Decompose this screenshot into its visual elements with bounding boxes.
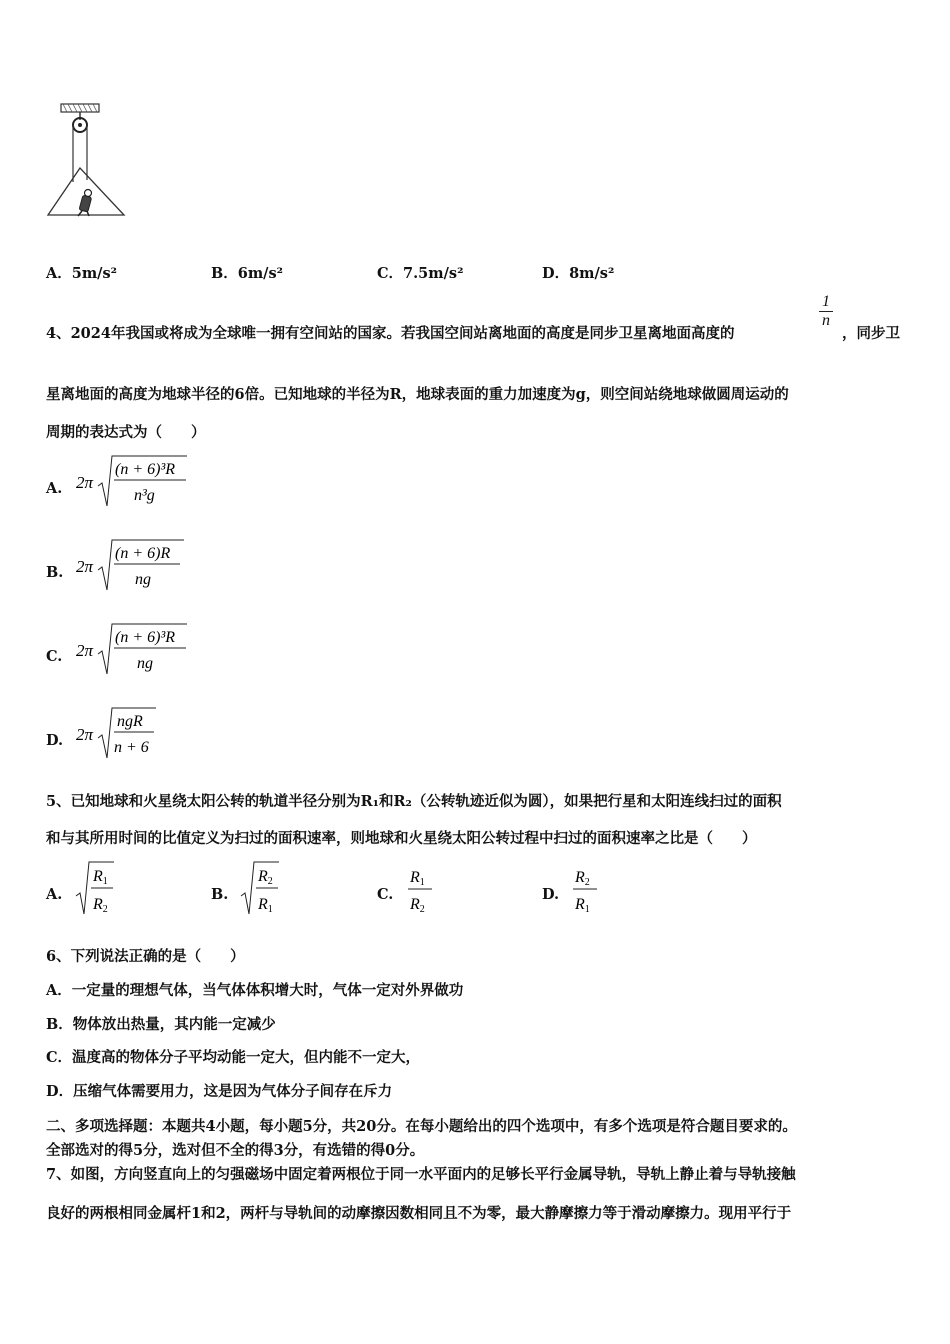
person-figure (78, 190, 92, 217)
q5-stem-line1: 5、已知地球和火星绕太阳公转的轨道半径分别为R₁和R₂（公转轨迹近似为圆），如果把行星和太阳连线扫过的面积 (46, 793, 782, 810)
q4-a-num: (n + 6)³R (115, 461, 176, 478)
q4-d-num: ngR (117, 713, 143, 730)
q5-option-a-formula (74, 858, 124, 918)
q5-option-b-label: B. (211, 886, 229, 903)
q4-option-c-formula (74, 618, 194, 678)
q4-option-a-formula (74, 450, 194, 510)
q5-option-b-formula (239, 858, 289, 918)
q3-option-d: D．8m/s² (542, 265, 615, 282)
q5-stem-line2: 和与其所用时间的比值定义为扫过的面积速率，则地球和火星绕太阳公转过程中扫过的面积速率之比是（ ） (46, 830, 757, 847)
section2-line1: 二、多项选择题：本题共4小题，每小题5分，共20分。在每小题给出的四个选项中，有多个选项是符合题目要求的。 (46, 1118, 797, 1135)
q4-option-a-label: A. (46, 480, 63, 497)
svg-text:2π: 2π (76, 725, 94, 744)
q3-option-c: C．7.5m/s² (377, 265, 464, 282)
q5-option-c-formula (405, 862, 439, 918)
q6-option-c: C．温度高的物体分子平均动能一定大，但内能不一定大， (46, 1049, 421, 1066)
q4-option-b-formula (74, 534, 194, 594)
svg-text:R2: R2 (410, 896, 425, 915)
q5-option-a-label: A. (46, 886, 63, 903)
q3-option-a: A．5m/s² (46, 265, 117, 282)
q4-option-b-label: B. (46, 564, 64, 581)
q6-option-a: A．一定量的理想气体，当气体体积增大时，气体一定对外界做功 (46, 982, 464, 999)
svg-text:R1: R1 (93, 868, 108, 887)
q5-option-d-label: D. (542, 886, 560, 903)
q6-option-b: B．物体放出热量，其内能一定减少 (46, 1016, 276, 1033)
q6-stem: 6、下列说法正确的是（ ） (46, 948, 245, 965)
svg-text:R2: R2 (575, 869, 590, 888)
q5-option-d-formula (570, 862, 604, 918)
svg-text:2π: 2π (76, 641, 94, 660)
q4-c-num: (n + 6)³R (115, 629, 176, 646)
q4-option-d-formula (74, 702, 174, 762)
q7-stem-line1: 7、如图，方向竖直向上的匀强磁场中固定着两根位于同一水平面内的足够长平行金属导轨，导轨上静止着与导轨接触 (46, 1166, 796, 1183)
q4-c-den: ng (137, 655, 153, 672)
q4-option-d-label: D. (46, 732, 64, 749)
q4-stem-line1-end: ，同步卫 (842, 325, 900, 342)
svg-text:2π: 2π (76, 473, 94, 492)
svg-text:R1: R1 (410, 869, 425, 888)
q4-fraction: $\frac{1}{n}$ (819, 293, 833, 331)
section2-line2: 全部选对的得5分，选对但不全的得3分，有选错的得0分。 (46, 1142, 425, 1159)
svg-text:R1: R1 (258, 896, 273, 915)
q7-stem-line2: 良好的两根相同金属杆1和2，两杆与导轨间的动摩擦因数相同且不为零，最大静摩擦力等于滑动摩擦力。现用平行于 (46, 1205, 792, 1222)
q4-stem-line3: 周期的表达式为（ ） (46, 424, 206, 441)
q4-b-num: (n + 6)R (115, 545, 171, 562)
pulley-figure (44, 100, 134, 222)
q4-option-c-label: C. (46, 648, 63, 665)
svg-text:2π: 2π (76, 557, 94, 576)
svg-text:R2: R2 (258, 868, 273, 887)
q4-b-den: ng (135, 571, 151, 588)
q4-stem-line1: 4、2024年我国或将成为全球唯一拥有空间站的国家。若我国空间站离地面的高度是同步卫星离地面高度的 (46, 325, 735, 342)
q4-a-den: n³g (134, 487, 155, 504)
q5-option-c-label: C. (377, 886, 394, 903)
q4-d-den: n + 6 (114, 739, 149, 756)
q4-stem-line2: 星离地面的高度为地球半径的6倍。已知地球的半径为R，地球表面的重力加速度为g，则空间站绕地球做圆周运动的 (46, 386, 789, 403)
svg-text:R1: R1 (575, 896, 590, 915)
svg-text:R2: R2 (93, 896, 108, 915)
q3-option-b: B．6m/s² (211, 265, 283, 282)
q6-option-d: D．压缩气体需要用力，这是因为气体分子间存在斥力 (46, 1083, 393, 1100)
